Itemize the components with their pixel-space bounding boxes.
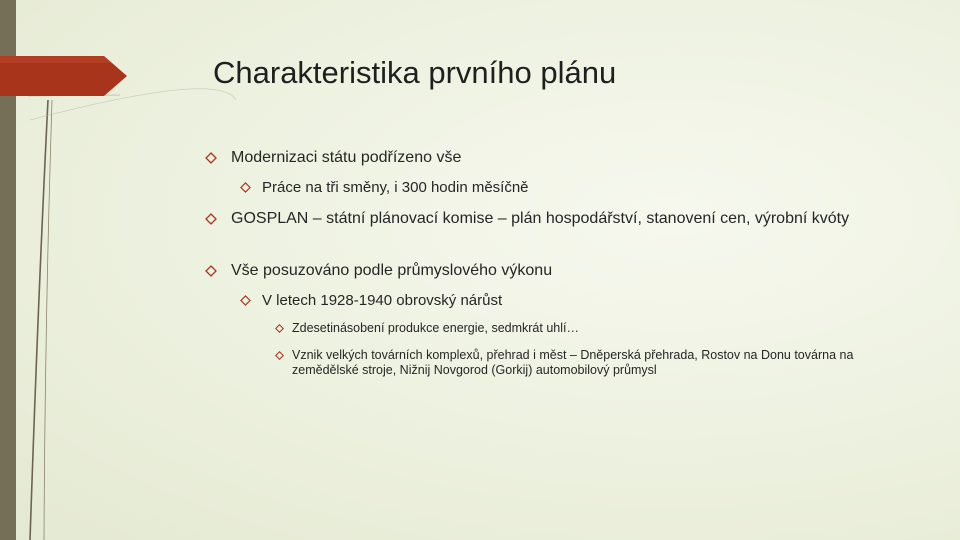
title-accent-arrow: [0, 56, 130, 96]
bullet-item-7: [275, 348, 875, 378]
bullet-text: Vše posuzováno podle průmyslového výkonu: [231, 262, 553, 279]
diamond-bullet-icon: [240, 182, 262, 193]
bullet-item-2: [240, 178, 900, 197]
diamond-bullet-icon: [275, 324, 292, 333]
bullet-text: GOSPLAN – státní plánovací komise – plán hospodářství, stanovení cen, výrobní kvóty: [231, 210, 850, 227]
bullet-text: V letech 1928-1940 obrovský nárůst: [262, 292, 503, 309]
bullet-item-6: [275, 321, 875, 336]
bullet-item-3: [205, 209, 905, 229]
bullet-text: Vznik velkých továrních komplexů, přehrad i měst – Dněperská přehrada, Rostov na Donu továrna na zemědělské stroje, Nižnij Novgorod (Gorkij) automobilový průmysl: [292, 348, 854, 377]
diamond-bullet-icon: [205, 213, 231, 225]
diamond-bullet-icon: [275, 351, 292, 360]
bullet-item-4: [205, 261, 905, 281]
diamond-bullet-icon: [205, 152, 231, 164]
slide-title: Charakteristika prvního plánu: [213, 55, 617, 90]
diamond-bullet-icon: [240, 295, 262, 306]
bullet-item-5: [240, 291, 900, 310]
diamond-bullet-icon: [205, 265, 231, 277]
bullet-text: Zdesetinásobení produkce energie, sedmkrát uhlí…: [292, 321, 579, 335]
bullet-item-1: [205, 148, 905, 168]
bullet-text: Práce na tři směny, i 300 hodin měsíčně: [262, 179, 529, 196]
bullet-text: Modernizaci státu podřízeno vše: [231, 149, 462, 166]
